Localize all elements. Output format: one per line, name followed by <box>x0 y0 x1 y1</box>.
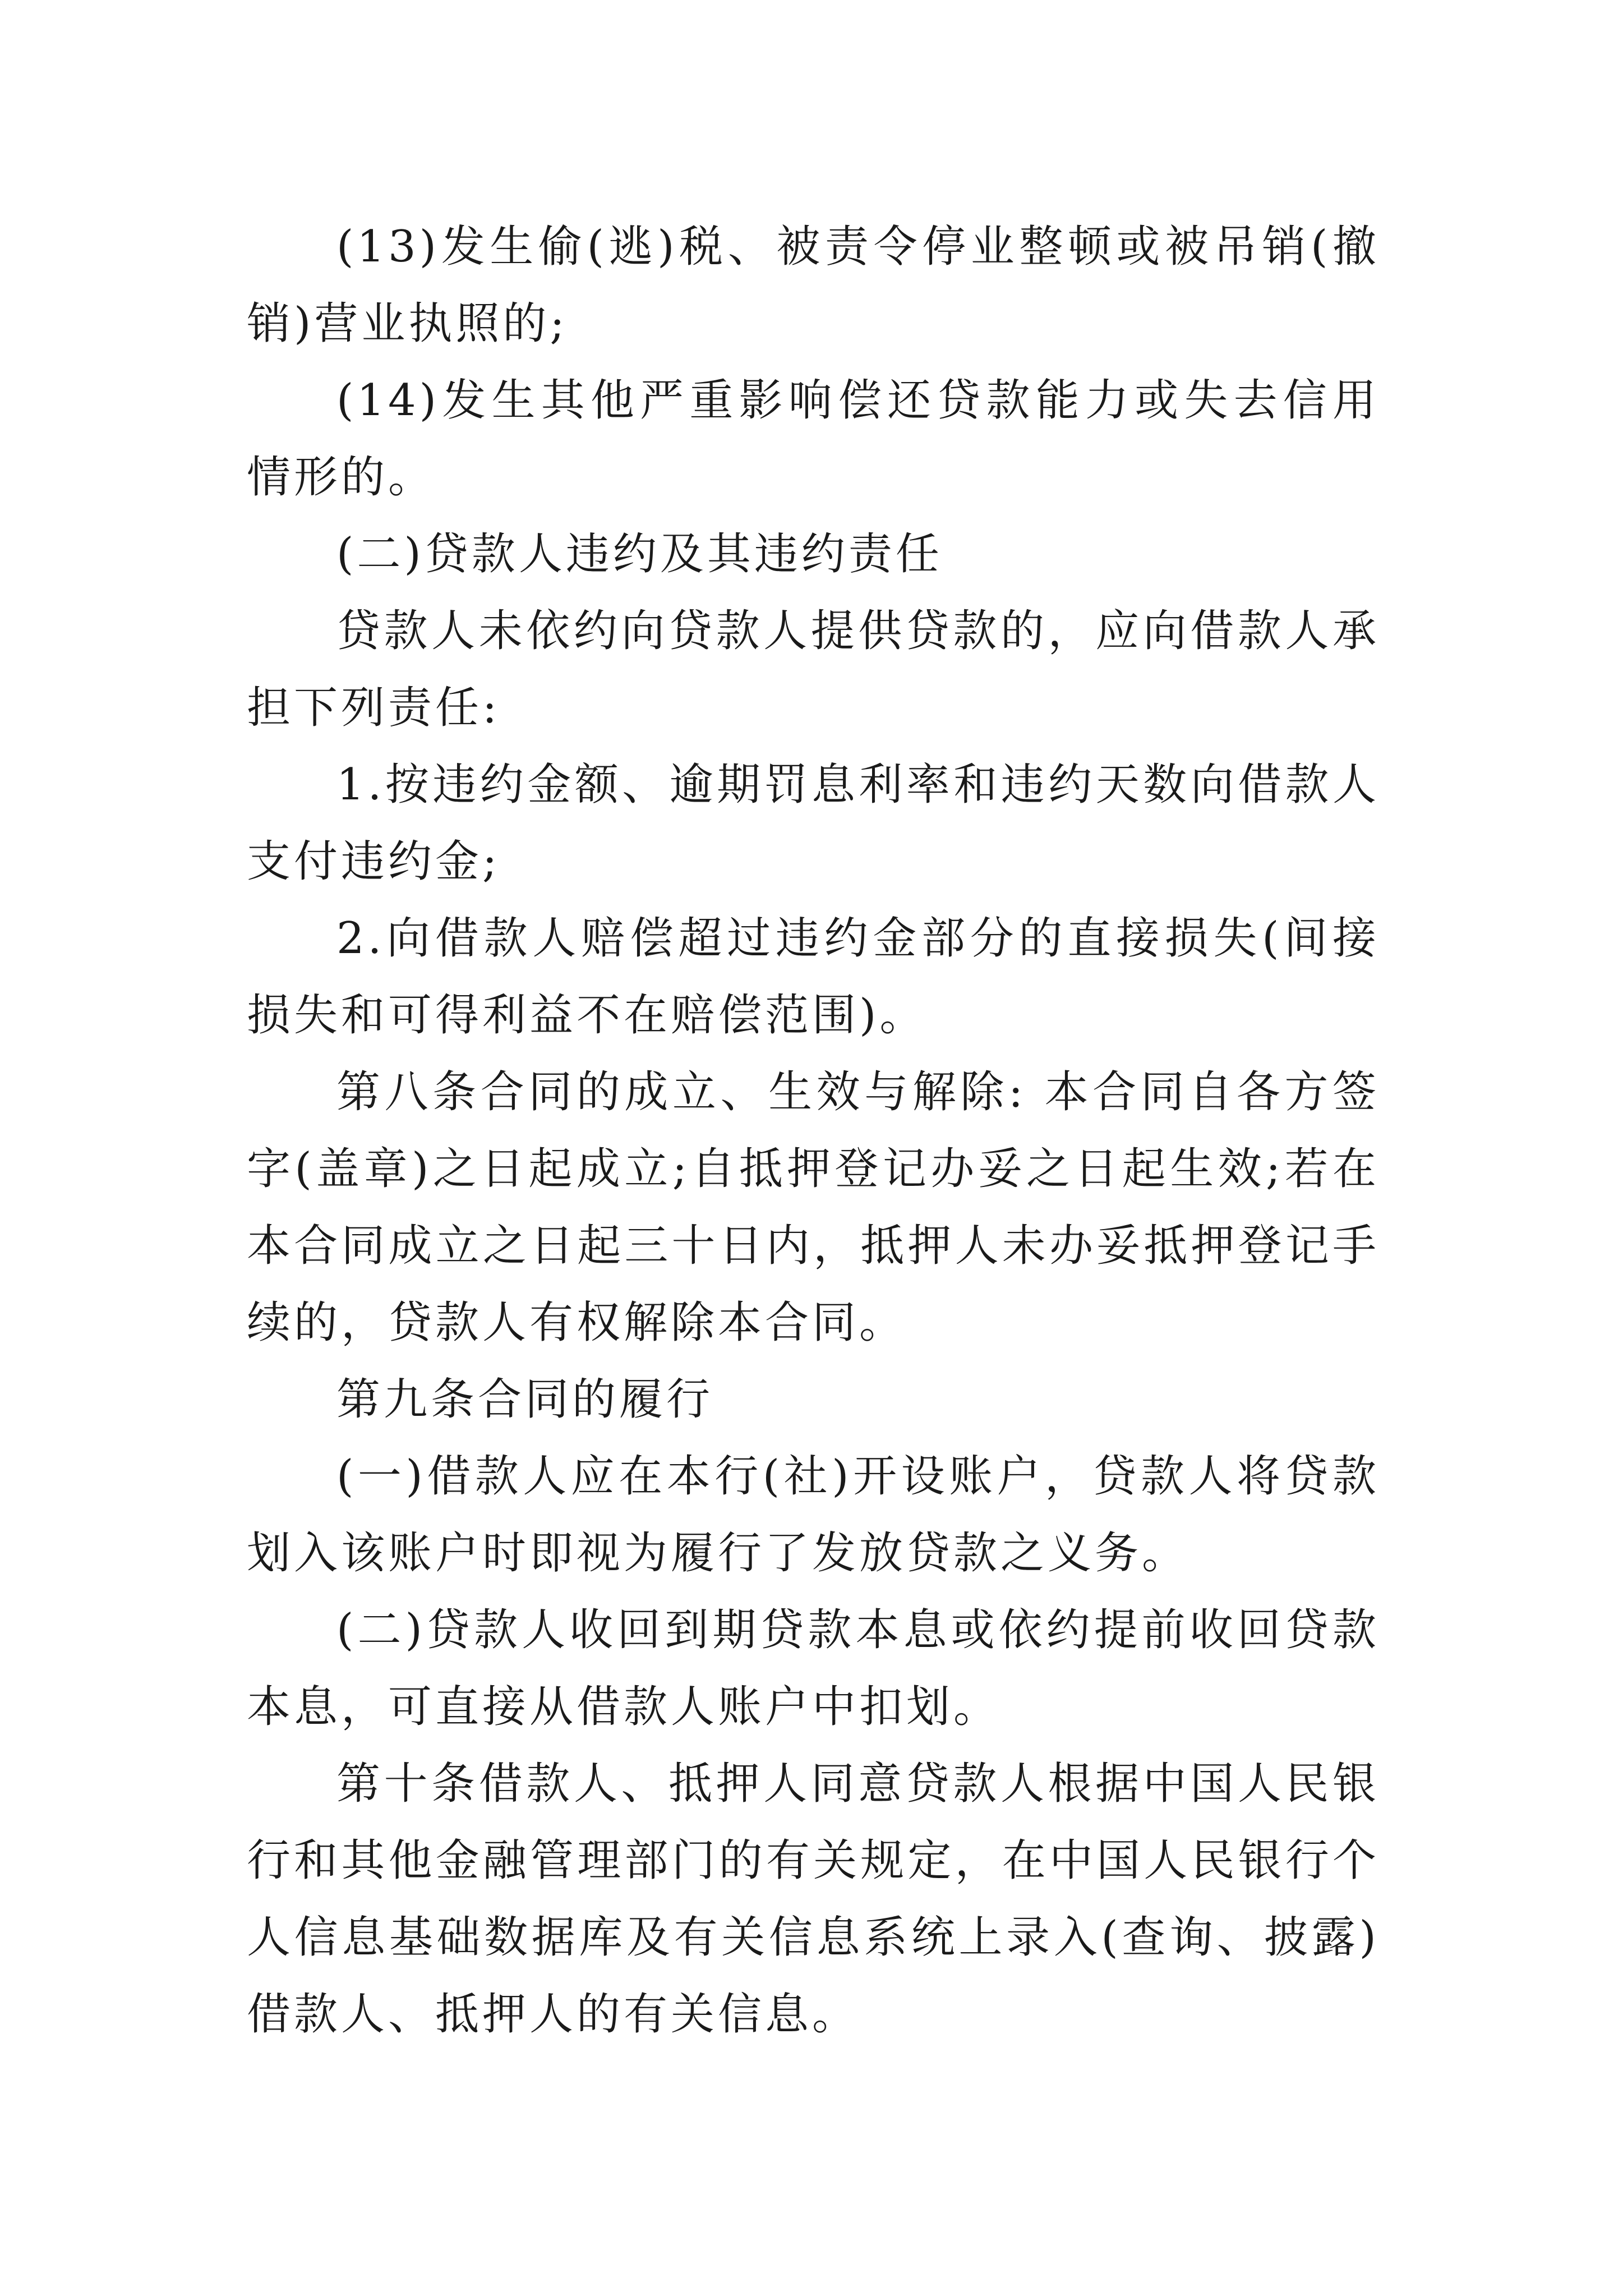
article-9-heading: 第九条合同的履行 <box>336 1374 714 1425</box>
document-body <box>247 209 1380 2053</box>
article-10-paragraph: 第十条借款人、抵押人同意贷款人根据中国人民银行和其他金融管理部门的有关规定，在中国人民银行个人信息基础数据库及有关信息系统上录入(查询、披露)借款人、抵押人的有关信息。 <box>247 1759 1380 2040</box>
section-heading-lender-default: (二)贷款人违约及其违约责任 <box>336 529 943 579</box>
article-9-clause-1: (一)借款人应在本行(社)开设账户，贷款人将贷款划入该账户时即视为履行了发放贷款之义务。 <box>247 1451 1380 1579</box>
article-8-paragraph: 第八条合同的成立、生效与解除: 本合同自各方签字(盖章)之日起成立;自抵押登记办妥之日起生效;若在本合同成立之日起三十日内，抵押人未办妥抵押登记手续的，贷款人有权解除本合同。 <box>247 1067 1380 1348</box>
paragraph-liability-1: 1.按违约金额、逾期罚息利率和违约天数向借款人支付违约金; <box>247 760 1380 887</box>
article-9-clause-2: (二)贷款人收回到期贷款本息或依约提前收回贷款本息，可直接从借款人账户中扣划。 <box>247 1605 1380 1732</box>
paragraph-liability-2: 2.向借款人赔偿超过违约金部分的直接损失(间接损失和可得利益不在赔偿范围)。 <box>247 913 1380 1041</box>
paragraph-item-13: (13)发生偷(逃)税、被责令停业整顿或被吊销(撤销)营业执照的; <box>247 222 1380 349</box>
paragraph-lender-liability: 贷款人未依约向贷款人提供贷款的，应向借款人承担下列责任: <box>247 606 1380 733</box>
paragraph-item-14: (14)发生其他严重影响偿还贷款能力或失去信用情形的。 <box>247 375 1380 503</box>
